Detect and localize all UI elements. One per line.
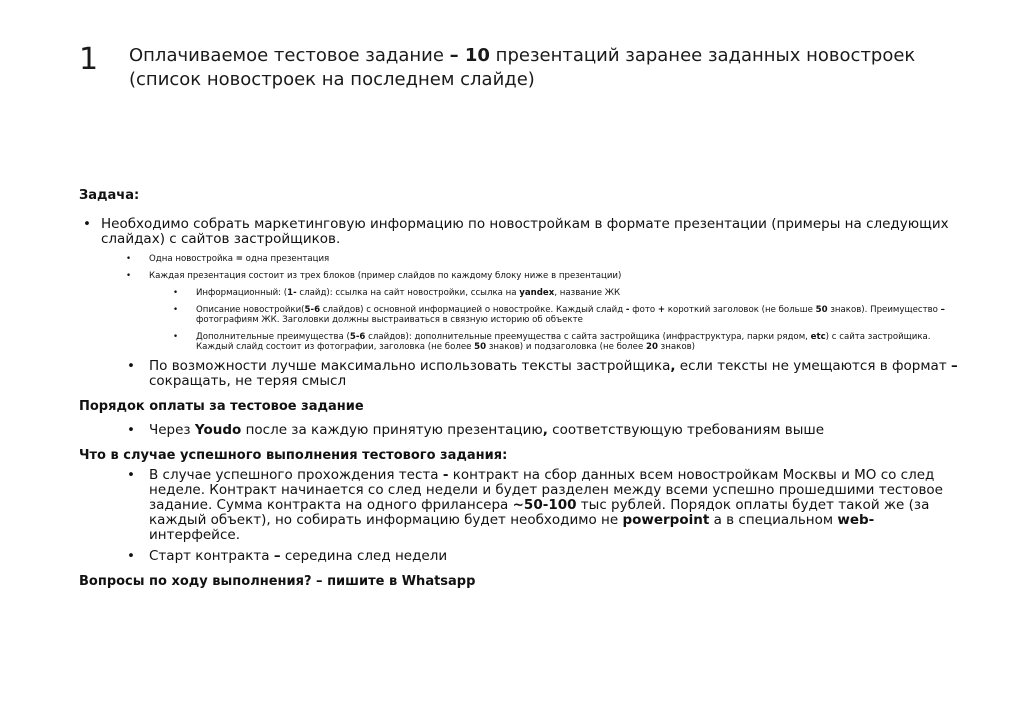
text-run: если тексты не умещаются в формат [675, 358, 951, 374]
success-bullet-contract [79, 468, 959, 543]
bold-text-run: ~50-100 [512, 497, 577, 513]
text-run: Оплачиваемое тестовое задание [129, 45, 450, 66]
success-bullet-start [79, 549, 959, 564]
bold-text-run: – [950, 358, 958, 374]
bold-text-run: Youdo [194, 422, 242, 438]
slide-content [79, 188, 959, 590]
block-advantages [79, 332, 959, 352]
text-run: сокращать, не теряя смысл [149, 373, 347, 389]
sub-bullet-three-blocks: • Каждая презентация состоит из трех блоков (пример слайдов по каждому блоку ниже в презентации) [79, 271, 959, 281]
bold-text-run: yandex [519, 288, 555, 298]
bold-text-run: web- [837, 512, 875, 528]
bold-text-run: 50 [815, 305, 828, 315]
text-run: , название ЖК [554, 288, 621, 298]
task-heading: Задача: [79, 188, 140, 203]
text-run: одна презентация [242, 254, 330, 264]
bold-text-run: powerpoint [622, 512, 710, 528]
text-run: слайд): ссылка на сайт новостройки, ссылка на [296, 288, 520, 298]
text-run: презентаций заранее заданных новостроек (список новостроек на последнем слайде) [129, 45, 916, 90]
text-run: пишите в [322, 574, 402, 589]
text-run: Старт контракта [149, 548, 274, 564]
bold-text-run: – [940, 305, 945, 315]
text-run: слайдов): дополнительные преемущества с сайта застройщика (инфраструктура, парки рядом, [365, 332, 811, 342]
bold-text-run: = [235, 254, 243, 264]
bold-text-run: + [657, 305, 666, 315]
text-run: после за каждую принятую презентацию [241, 422, 543, 438]
sub-bullet-one-per-building [79, 254, 959, 264]
slide-number: 1 [79, 42, 99, 77]
slide-title [129, 44, 929, 92]
text-run: Вопросы по ходу выполнения [79, 574, 304, 589]
text-run: Через [149, 422, 195, 438]
text-run: По возможности лучше максимально использовать тексты застройщика [149, 358, 671, 374]
bold-text-run: – 10 [449, 45, 490, 66]
text-run: В случае успешного прохождения теста [149, 467, 443, 483]
bold-text-run: 20 [645, 342, 658, 352]
text-run: знаков) [657, 342, 696, 352]
block-description [79, 305, 959, 325]
bold-text-run: 1- [287, 288, 297, 298]
bold-text-run: , [670, 358, 676, 374]
text-run: слайдов) с основной информацией о новостройке. Каждый слайд [320, 305, 626, 315]
text-run: короткий заголовок (не больше [665, 305, 816, 315]
bold-text-run: , [542, 422, 548, 438]
bold-text-run: Whatsapp [401, 574, 476, 589]
bold-text-run: 5-6 [304, 305, 321, 315]
text-run: фото [629, 305, 658, 315]
task-note-bullet [79, 359, 959, 389]
questions-line [79, 574, 959, 590]
bold-text-run: – [273, 548, 281, 564]
text-run: середина след недели [280, 548, 448, 564]
text-run: Одна новостройка [149, 254, 236, 264]
text-run: контракт на сбор данных всем новостройкам Москвы и МО со след неделе. Контракт начинается со след недели и будет разделен между всеми успешно прошедшими тестовое задание. Сумма контракта на одного фрилансера [149, 467, 943, 513]
success-heading: Что в случае успешного выполнения тестового задания: [79, 448, 508, 463]
bold-text-run: ? – [303, 574, 323, 589]
bold-text-run: - [442, 467, 449, 483]
text-run: а в специальном [709, 512, 838, 528]
text-run: Дополнительные преимущества ( [196, 332, 350, 342]
text-run: знаков). Преимущество [827, 305, 941, 315]
text-run: тыс рублей. Порядок оплаты будет такой же (за каждый объект), но собирать информацию будет необходимо не [149, 497, 930, 528]
text-run: ) с сайта застройщика. Каждый слайд состоит из фотографии, заголовка (не более [196, 332, 931, 352]
bold-text-run: - [625, 305, 630, 315]
text-run: знаков) и подзаголовка (не более [486, 342, 646, 352]
text-run: фотографиям ЖК. Заголовки должны выстраиваться в связную историю об объекте [196, 315, 583, 325]
payment-heading: Порядок оплаты за тестовое задание [79, 399, 364, 414]
text-run: интерфейсе. [149, 527, 240, 543]
task-main-bullet: • Необходимо собрать маркетинговую информацию по новостройкам в формате презентации (примеры на следующих слайдах) с сайтов застройщиков. [79, 217, 959, 247]
bold-text-run: 50 [474, 342, 487, 352]
block-informational [79, 288, 959, 298]
text-run: Информационный: ( [196, 288, 288, 298]
payment-bullet [79, 423, 959, 438]
bold-text-run: 5-6 [349, 332, 366, 342]
text-run: Описание новостройки( [196, 305, 305, 315]
bold-text-run: etc [810, 332, 826, 342]
text-run: соответствующую требованиям выше [547, 422, 825, 438]
